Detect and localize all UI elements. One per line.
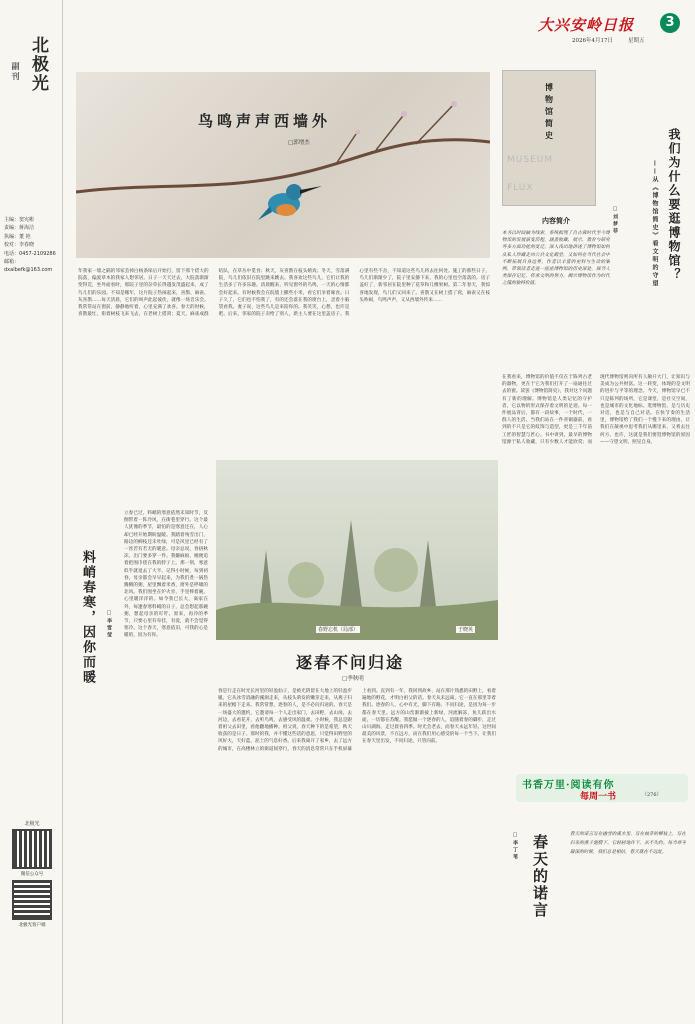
article-body: 春是行走在时光长河里的轻盈仙子，是被光阴留在大地上的轻盈步履。它从冰雪消融的溪涧走来，从枝头萌发的嫩芽走来，从燕子归来的屋檐下走来。我常常想，逐春的人，是不必问归途的。春天是一场盛大的邀约，它邀请每一个人走出家门，去田野，去山岗，去河边，去看花开，去听鸟鸣，去感受风的温柔。小时候，我总是跟着祖父去田里，看他翻地播种。祖父说，春天种下的是希望，秋天收获的是日子。那时的我，并不懂这些话的意思，只觉得田野里的风好大，天好蓝，泥土的气息好香。后来我离开了家乡，去了远方的城市，在高楼林立的街道间穿行，春天的消息常常只在手机屏幕上看到。直到有一年，我回到故乡，站在那片熟悉的田野上，看着遍地的野花，才明白祖父的话。春天从未远离，它一直在那里等着我们。逐春的人，心中有光，脚下有路。不问归途，是因为每一步都在春天里。远方的山峦渐渐披上新绿，河流解冻，鱼儿跃出水面，一切都在苏醒。我愿做一个逐春的人，追随着春的脚步，走过山川湖海，走过晨昏四季。时光会老去，而春天永远年轻。这世间最美的风景，不在远方，而在我们用心感受的每一个当下。让我们在春天里出发，不问归途，只管向前。 xyxy=(218,689,496,752)
article-author: □郭增杰 xyxy=(288,140,310,146)
painter-name: 于晓英 xyxy=(458,627,474,633)
review-subtitle: ——从《博物馆简史》看文明的守望 xyxy=(651,160,658,288)
book-cover xyxy=(502,70,596,206)
book-section xyxy=(502,70,690,770)
editor-line: 邮箱： xyxy=(4,259,20,266)
cover-char: 史 xyxy=(545,130,553,140)
hero-image xyxy=(76,72,490,258)
article-body: 年我家一墙之隔的邻家丢掉白杨条垛后开始打，留下那个偌大的院落，偏爱草木的我家人想邻居。日子一天天过去，大院落渐渐变得荒，坐外面看时，那院子里的杂草长得越发茂盛起来，成了鸟儿们的乐园。不知是哪年，这片院子热闹起来，喜鹊、麻雀、灰喜鹊……每天清晨，它们的叫声此起彼伏，就像一场音乐会。我常常站在窗前，静静地听着，心里充满了欢喜。春天的时候，喜鹊最忙，衔着树枝飞来飞去，在老树上搭窝；夏天，麻雀成群结队，在草丛中觅食；秋天，灰喜鹊在枝头嬉戏；冬天，雪落满院，鸟儿们依旧在院里跳来跳去。我喜欢这些鸟儿，它们让我的生活多了许多乐趣。清晨醒来，听见窗外的鸟鸣，一天的心情都会好起来。有时候我会在院墙上撒些小米，看它们争着啄食。日子久了，它们也不怕我了，有的还会落在我的窗台上，歪着小脑袋看我。妻子说，这些鸟儿是来陪你的。我笑笑，心想，也许是吧。后来，邻家的院子卖给了别人，新主人要在这里盖房子。我心里有些不舍，不知道这些鸟儿将去往何处。施工的那些日子，鸟儿们渐渐少了，院子里安静下来，我的心里也空落落的。房子盖好了，新邻居在院里种了花草和几棵果树。第二年春天，我惊喜地发现，鸟儿们又回来了。喜鹊又在树上搭了窝，麻雀又在枝头吵闹，鸟鸣声声，又从西墙外传来…… xyxy=(78,269,490,318)
banner-subtitle: 每周一书 xyxy=(580,792,617,802)
article-author: □季秋明 xyxy=(342,676,364,682)
app-prefix: 北极光 xyxy=(24,821,40,827)
article-title: 料峭春寒，因你而暖 xyxy=(80,550,95,685)
editor-line: 电话：0457-2109286 xyxy=(4,250,56,257)
masthead xyxy=(500,12,690,46)
cover-char: 馆 xyxy=(545,106,553,116)
article-body: 立春已过，料峭的寒意依然未知时节，反倒带着一阵冷风，在街巷里穿行。这个最人犹豫的季节，最怕的是寒意还在，人心却已经开始期盼温暖。我踏着残雪出门，路边的柳枝还未吐绿，可是风里已经有了一丝若有若无的暖意。母亲总说，春捂秋冻，出门要多穿一件。我嫌麻烦，她便追着把围巾绕在我的脖子上。那一刻，寒意似乎就退去了大半。记得小时候，每到初春，母亲都会早早起来，为我们煮一锅热腾腾的粥，屋里飘着米香，窗外是呼啸的北风。我们围坐在炉火旁，手里捧着碗，心里暖洋洋的。如今我已长大，离家在外，每逢春寒料峭的日子，总会想起那碗粥，想起母亲的叮咛。原来，再冷的季节，只要心里有牵挂，有爱，就不会觉得寒冷。这个春天，寒意依旧，可我的心是暖的，因为有你。 xyxy=(124,511,208,639)
painting-caption: 春野忘机（局部） xyxy=(318,627,359,633)
article-spring-chill xyxy=(70,510,210,1010)
column-title: 春天的诺言 xyxy=(531,834,549,919)
column-banner xyxy=(516,774,688,802)
cover-char: 简 xyxy=(545,118,553,128)
supplement-logo xyxy=(8,30,56,110)
issue-date: 2026年4月17日 xyxy=(572,38,613,44)
editor-line: 主编：窦宪彬 xyxy=(4,217,35,223)
qr-label: 微信公众号 xyxy=(20,872,44,877)
column-tag: 副刊 xyxy=(11,62,21,82)
intro-label: 内容简介 xyxy=(542,216,570,225)
issue-weekday: 星期五 xyxy=(628,38,645,44)
qr-code-icon xyxy=(12,880,52,920)
article-author: □李雪莹 xyxy=(106,610,112,639)
landscape-painting xyxy=(216,460,498,640)
kingfisher-painting xyxy=(76,72,490,258)
supplement-name: 北极光 xyxy=(28,36,48,93)
bird-icon xyxy=(258,184,322,220)
intro-text: 本书以时间轴为线索，系统梳理了自古典时代至今博物馆的发展演变历程，涵盖收藏、展示、教育与研究等多方面功能的变迁，深入浅出地讲述了博物馆如何从私人珍藏走向公共文化殿堂，又如何在当代社会中不断拓展自身边界。作者以丰富的史料与生动的案例，带领读者走进一座座博物馆的历史深处，探寻人类保存记忆、传承文明的努力，揭示博物馆作为时代之镜的独特价值。 xyxy=(502,231,610,287)
editor-line: 校对：李春晓 xyxy=(4,242,35,249)
qr-block-right xyxy=(10,880,54,928)
qr-block-left xyxy=(10,820,54,877)
column-body: 春天的诺言写在融雪的溪水里，写在抽芽的柳枝上，写在归来的燕子翅膀下。它轻轻地许下，从不失约。每当寒冬最深的时候，我们总是相信，春天就在不远处。 xyxy=(570,832,686,855)
cover-en: MUSEUM xyxy=(507,155,554,165)
editor-line: dxalbefk@163.com xyxy=(4,267,53,274)
painting-image xyxy=(216,460,498,640)
article-title: 逐春不问归途 xyxy=(296,653,405,672)
review-title: 我们为什么要逛博物馆？ xyxy=(667,128,681,282)
page-number-badge: 3 xyxy=(660,13,680,33)
qr-label: 北极光客户端 xyxy=(18,923,46,928)
article-title: 鸟鸣声声西墙外 xyxy=(198,112,332,130)
reading-column xyxy=(502,774,690,1020)
cover-char: 博 xyxy=(545,82,553,92)
column-author: □李丁苇 xyxy=(512,832,518,861)
paper-name: 大兴安岭日报 xyxy=(538,16,635,34)
editor-info xyxy=(4,216,60,275)
cover-en2: FLUX xyxy=(507,183,534,193)
branch-icon xyxy=(76,140,490,192)
cover-char: 物 xyxy=(545,94,553,104)
article-chasing-spring xyxy=(216,540,498,1020)
article-birdsong xyxy=(70,72,496,502)
editor-line: 执编：董 艳 xyxy=(4,233,31,240)
banner-title: 书香万里·阅读有你 xyxy=(522,780,615,791)
banner-issue: （276） xyxy=(642,792,662,798)
qr-code-icon xyxy=(12,829,52,869)
cover-title xyxy=(539,81,559,141)
twig-icon xyxy=(336,102,456,164)
editor-line: 责编：蒋海洁 xyxy=(4,225,35,232)
left-sidebar xyxy=(0,0,63,1024)
review-body: 在我看来，博物馆的价值不仅在于陈列古老的器物，更在于它为我们打开了一扇通往过去的窗。读罢《博物馆简史》，我对这个问题有了新的理解。博物馆是人类记忆的守护者，它以物的形式保存着文明的足迹。每一件展品背后，都有一段故事，一个时代，一群人的生活。当我们站在一件青铜器前，看到的不只是它的纹饰与造型，更是三千年前工匠的智慧与匠心。书中讲到，最早的博物馆源于私人收藏，只有少数人才能欣赏；而现代博物馆则向所有人敞开大门，让知识与美成为公共财富。这一转变，体现的是文明的进步与平等的理念。今天，博物馆早已不只是陈列的场所，它是课堂，是社交空间，也是城市的文化地标。逛博物馆，是与历史对话，也是与自己对话。在快节奏的生活里，博物馆给了我们一个慢下来的理由，让我们在凝视中思考我们从哪里来，又将去往何方。也许，这就是我们要逛博物馆的原因——守望文明，照见自身。 xyxy=(502,375,690,445)
review-author: □刘梦菲 xyxy=(612,206,618,235)
